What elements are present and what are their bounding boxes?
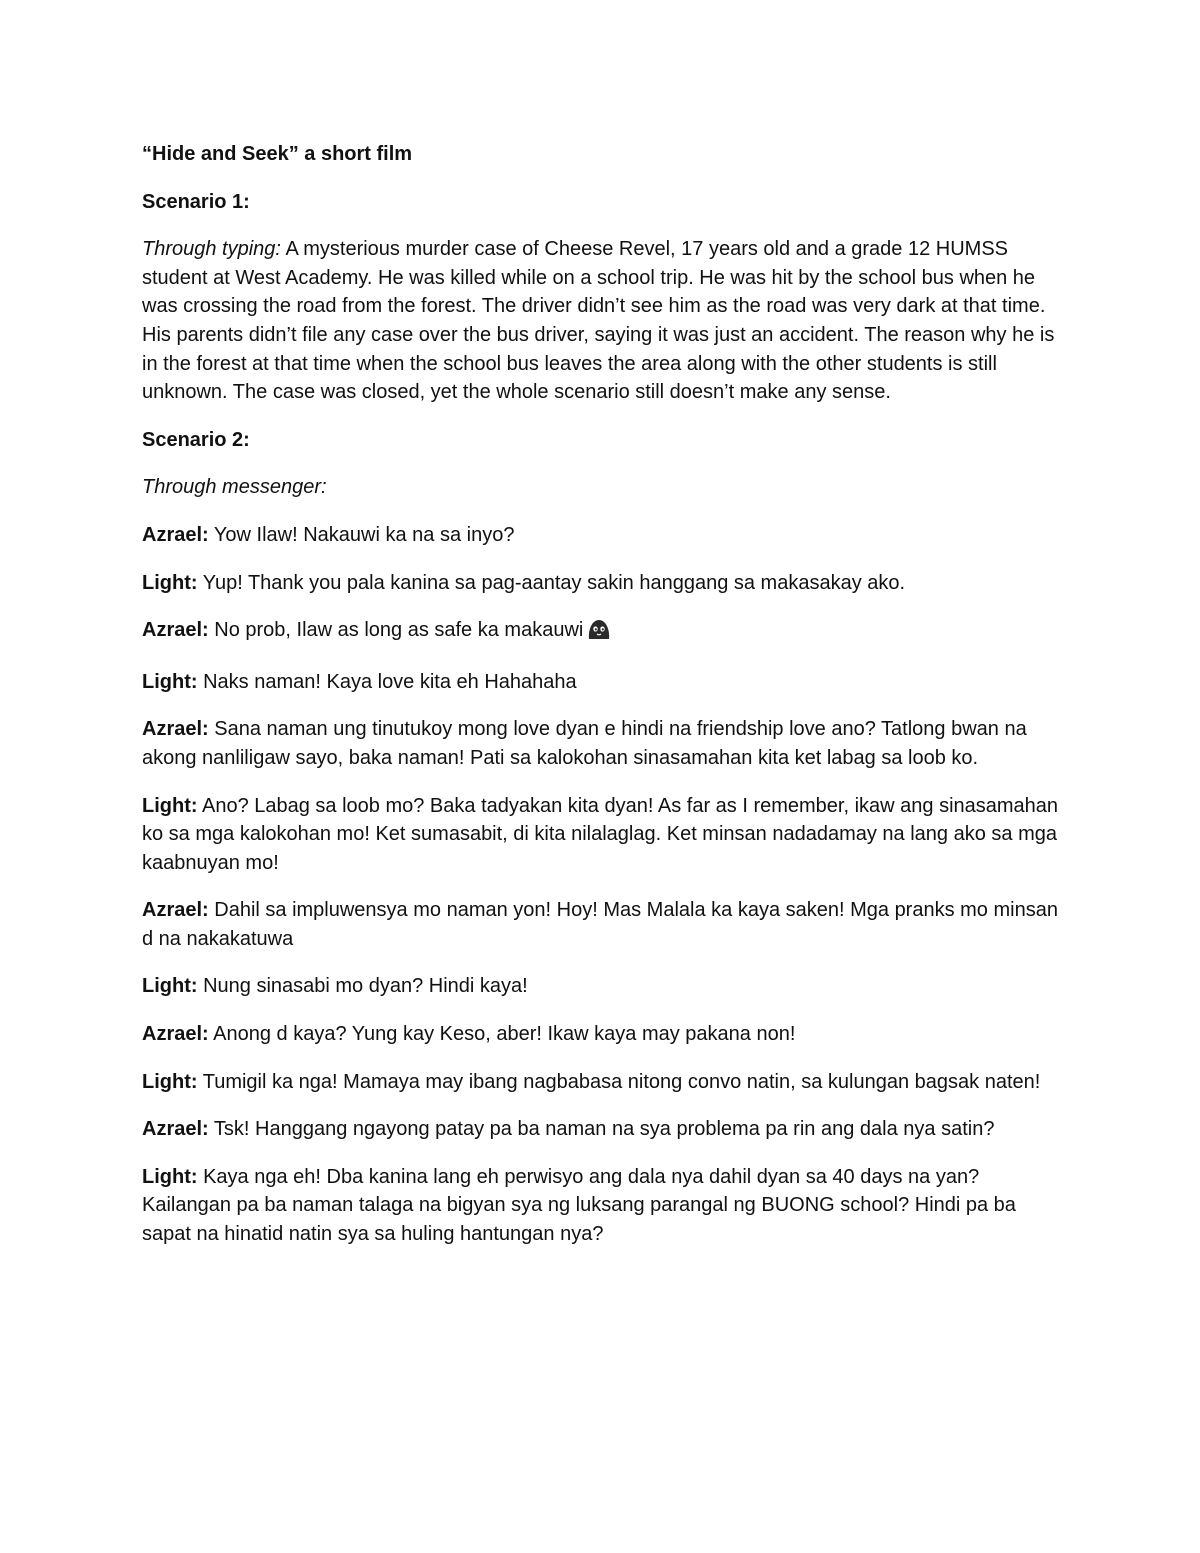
speaker-name: Light: — [142, 1070, 198, 1093]
document-title: “Hide and Seek” a short film — [142, 143, 413, 165]
dialogue-line — [142, 972, 1062, 1001]
dialogue-line — [142, 521, 1062, 550]
dialogue-text: Sana naman ung tinutukoy mong love dyan e hindi na friendship love ano? Tatlong bwan na akong nanliligaw sayo, baka naman! Pati sa kalokohan sinasamahan kita ket labag sa loob ko. — [142, 718, 1027, 769]
dialogue-text: Nung sinasabi mo dyan? Hindi kaya! — [197, 975, 528, 998]
speaker-name: Light: — [142, 670, 198, 693]
scenario-2-heading: Scenario 2: — [142, 428, 250, 451]
dialogue-text: Dahil sa impluwensya mo naman yon! Hoy! Mas Malala ka kaya saken! Mga pranks mo minsan d na nakakatuwa — [142, 899, 1058, 950]
scenario-1-paragraph — [142, 235, 1062, 407]
dialogue-line — [142, 1115, 1062, 1144]
dialogue-text: Naks naman! Kaya love kita eh Hahahaha — [197, 670, 577, 693]
dialogue-text: Tumigil ka nga! Mamaya may ibang nagbabasa nitong convo natin, sa kulungan bagsak naten! — [197, 1070, 1041, 1093]
dialogue-text: Ano? Labag sa loob mo? Baka tadyakan kita dyan! As far as I remember, ikaw ang sinasamahan ko sa mga kalokohan mo! Ket sumasabit, di kita nilalaglag. Ket minsan nadadamay na lang ako sa mga kaabnuyan mo! — [142, 794, 1059, 874]
dialogue-text: No prob, Ilaw as long as safe ka makauwi — [208, 619, 584, 642]
dialogue-text: Yow Ilaw! Nakauwi ka na sa inyo? — [208, 523, 515, 546]
speaker-name: Light: — [142, 1165, 198, 1188]
dialogue-line — [142, 569, 1062, 598]
dialogue-line — [142, 896, 1062, 953]
speaker-name: Azrael: — [142, 899, 209, 922]
dialogue-text: Anong d kaya? Yung kay Keso, aber! Ikaw kaya may pakana non! — [208, 1023, 796, 1046]
speaker-name: Azrael: — [142, 1023, 209, 1046]
speaker-name: Azrael: — [142, 523, 209, 546]
dialogue-line — [142, 1163, 1062, 1249]
scenario-1-heading: Scenario 1: — [142, 190, 250, 213]
dialogue-line — [142, 715, 1062, 772]
scenario-2-lead-in: Through messenger: — [142, 476, 327, 499]
dialogue-line — [142, 668, 1062, 697]
shy-face-emoji-icon — [587, 618, 611, 649]
scenario-1-text: A mysterious murder case of Cheese Revel, 17 years old and a grade 12 HUMSS student at West Academy. He was killed while on a school trip. He was hit by the school bus when he was crossing the road from the forest. The driver didn’t see him as the road was very dark at that time. His parents didn’t file any case over the bus driver, saying it was just an accident. The reason why he is in the forest at that time when the school bus leaves the area along with the other students is still unknown. The case was closed, yet the whole scenario still doesn’t make any sense. — [142, 238, 1055, 404]
dialogue-text: Kaya nga eh! Dba kanina lang eh perwisyo ang dala nya dahil dyan sa 40 days na yan? Kailangan pa ba naman talaga na bigyan sya ng luksang parangal ng BUONG school? Hindi pa ba sapat na hinatid natin sya sa huling hantungan nya? — [142, 1165, 1016, 1246]
speaker-name: Light: — [142, 975, 198, 998]
document-page — [142, 140, 1062, 1249]
speaker-name: Azrael: — [142, 718, 209, 741]
dialogue-text: Yup! Thank you pala kanina sa pag-aantay sakin hanggang sa makasakay ako. — [197, 571, 906, 594]
dialogue-line — [142, 1068, 1062, 1097]
speaker-name: Azrael: — [142, 619, 209, 642]
speaker-name: Azrael: — [142, 1118, 209, 1141]
dialogue-line — [142, 616, 1062, 649]
dialogue-line — [142, 792, 1062, 878]
speaker-name: Light: — [142, 571, 198, 594]
scenario-1-lead-in: Through typing: — [142, 238, 281, 261]
dialogue-line — [142, 1020, 1062, 1049]
speaker-name: Light: — [142, 794, 198, 817]
dialogue-text: Tsk! Hanggang ngayong patay pa ba naman na sya problema pa rin ang dala nya satin? — [208, 1118, 995, 1141]
